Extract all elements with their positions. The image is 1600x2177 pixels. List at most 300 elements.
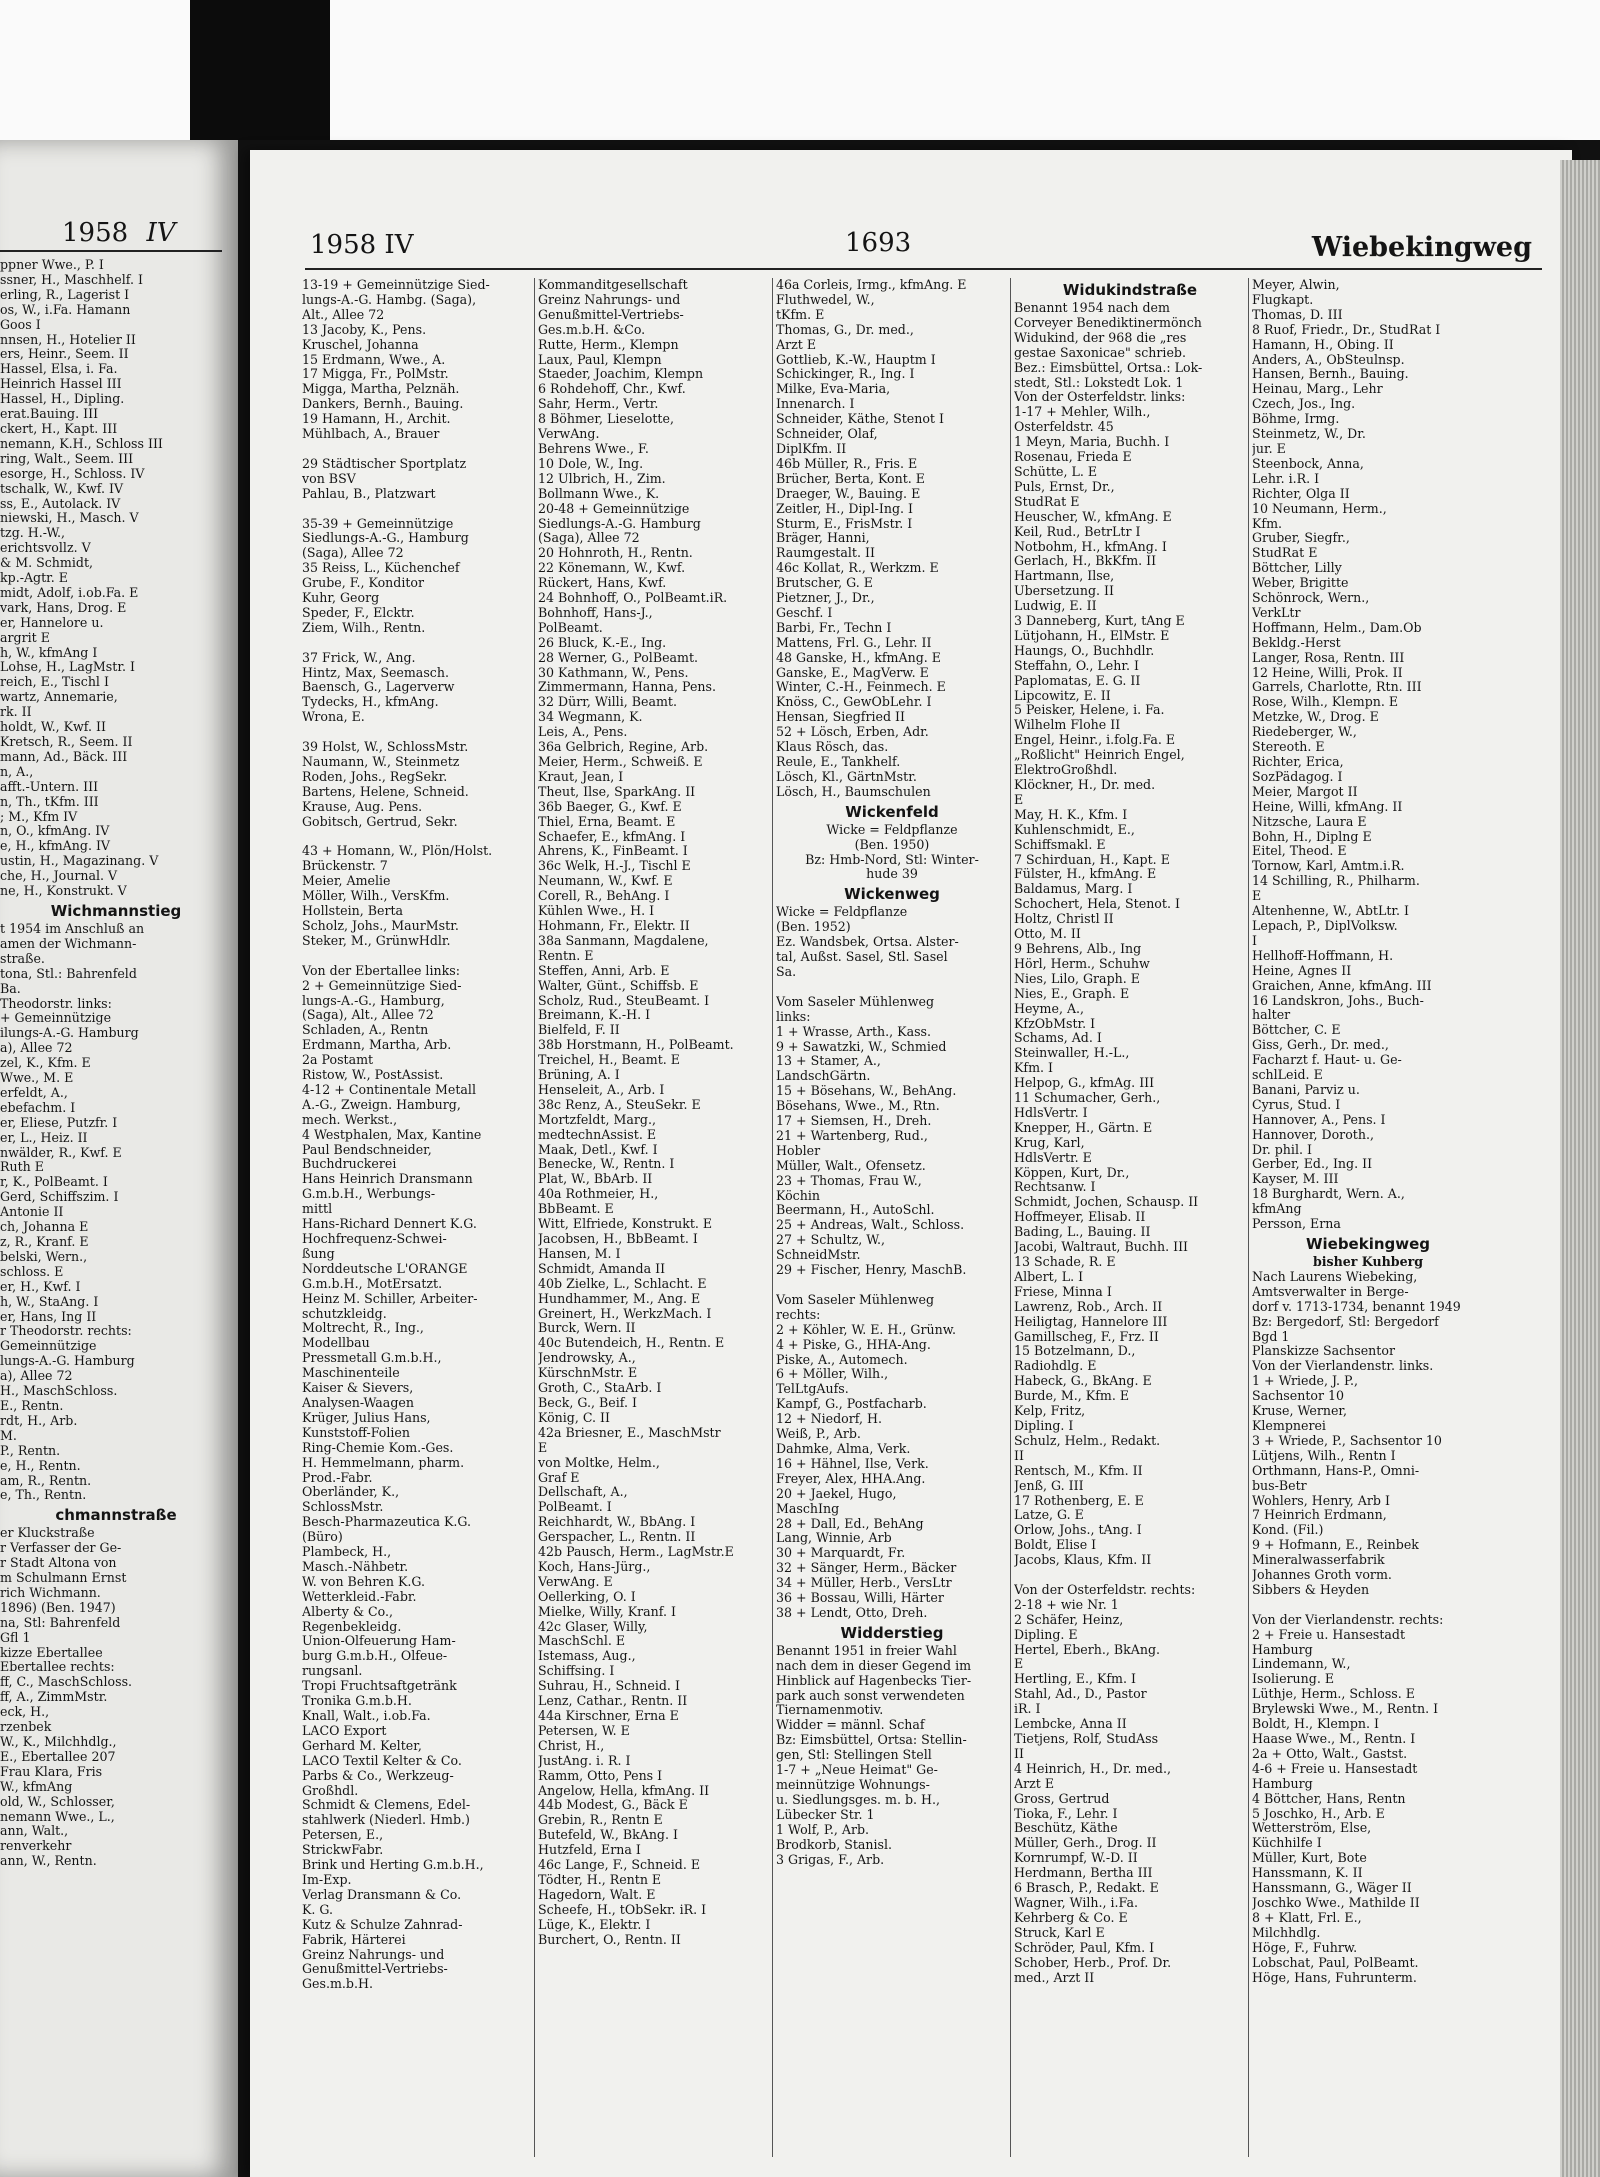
directory-line: Kampf, G., Postfacharb.	[776, 1397, 927, 1412]
directory-line: eck, H.,	[0, 1705, 50, 1720]
directory-line: Jendrowsky, A.,	[538, 1351, 636, 1366]
directory-line: Hamann, H., Obing. II	[1252, 337, 1394, 352]
directory-line: Hohmann, Fr., Elektr. II	[538, 918, 690, 933]
directory-line: 4 Böttcher, Hans, Rentn	[1252, 1791, 1406, 1806]
directory-line: ssner, H., Maschhelf. I	[0, 272, 143, 287]
directory-line: erichtsvollz. V	[0, 541, 91, 556]
directory-line: Hörl, Herm., Schuhw	[1014, 956, 1150, 971]
directory-line: mittl	[302, 1202, 333, 1217]
directory-line: 2 Schäfer, Heinz,	[1014, 1612, 1124, 1627]
directory-line: Behrens Wwe., F.	[538, 441, 649, 456]
directory-line: ch, Johanna E	[0, 1220, 89, 1235]
directory-line: G.m.b.H., MotErsatzt.	[302, 1276, 443, 1291]
directory-line: Wilhelm Flohe II	[1014, 718, 1121, 733]
directory-line	[302, 949, 532, 964]
directory-line: ers, Heinr., Seem. II	[0, 347, 129, 362]
directory-line: che, H., Journal. V	[0, 869, 118, 884]
directory-line: Eitel, Theod. E	[1252, 844, 1347, 859]
directory-line: gen, Stl: Stellingen Stell	[776, 1748, 932, 1763]
street-description-line: Bz: Hmb-Nord, Stl: Winter-	[805, 852, 979, 867]
directory-line: 44a Kirschner, Erna E	[538, 1709, 679, 1723]
directory-line: schloss. E	[0, 1264, 64, 1279]
directory-line: Ba.	[0, 981, 21, 996]
directory-line: Paplomatas, E. G. II	[1014, 673, 1141, 688]
directory-line: Heiligtag, Hannelore III	[1014, 1314, 1168, 1329]
directory-line: Stahl, Ad., D., Pastor	[1014, 1687, 1147, 1702]
directory-line: Schönrock, Wern.,	[1252, 591, 1370, 606]
directory-line: 6 Brasch, P., Redakt. E	[1014, 1881, 1159, 1896]
directory-line: Suhrau, H., Schneid. I	[538, 1679, 680, 1694]
directory-line: ElektroGroßhdl.	[1014, 763, 1118, 778]
directory-line: Hensan, Siegfried II	[776, 710, 905, 725]
directory-line: Neumann, W., Kwf. E	[538, 874, 673, 889]
directory-line: 3 + Wriede, P., Sachsentor 10	[1252, 1433, 1442, 1448]
directory-line: Greinz Nahrungs- und	[302, 1947, 445, 1962]
directory-line: StudRat E	[1014, 494, 1080, 509]
directory-line: Hamburg	[1252, 1776, 1313, 1791]
directory-line: Meier, Herm., Schweiß. E	[538, 755, 703, 769]
directory-line: Kunststoff-Folien	[302, 1425, 410, 1440]
directory-line: e, Th., Rentn.	[0, 1488, 87, 1503]
directory-line: Lembcke, Anna II	[1014, 1717, 1127, 1732]
directory-line: Burde, M., Kfm. E	[1014, 1389, 1130, 1404]
directory-line: Hertel, Eberh., BkAng.	[1014, 1642, 1161, 1657]
directory-line: lungs-A.-G., Hamburg,	[302, 993, 445, 1008]
directory-line: Widder = männl. Schaf	[776, 1718, 925, 1733]
directory-line: amen der Wichmann-	[0, 936, 137, 951]
directory-line: Masch.-Nähbetr.	[302, 1559, 409, 1574]
directory-line: Thomas, G., Dr. med.,	[776, 322, 914, 337]
directory-line: Heinau, Marg., Lehr	[1252, 382, 1383, 397]
directory-line: KfzObMstr. I	[1014, 1016, 1096, 1031]
directory-line: Brückenstr. 7	[302, 859, 388, 874]
directory-line: Dellschaft, A.,	[538, 1485, 628, 1500]
directory-line: 21 + Wartenberg, Rud.,	[776, 1128, 928, 1143]
directory-line: Schneider, Olaf,	[776, 427, 878, 442]
directory-line: E	[1014, 792, 1024, 807]
directory-line: Gerber, Ed., Ing. II	[1252, 1157, 1373, 1172]
directory-line: Köchin	[776, 1188, 820, 1203]
directory-line: Hannover, Doroth.,	[1252, 1127, 1374, 1142]
directory-line: Küchhilfe I	[1252, 1836, 1322, 1851]
directory-line: Gruber, Siegfr.,	[1252, 531, 1350, 546]
directory-line: medtechnAssist. E	[538, 1127, 657, 1142]
directory-line: Kfm. I	[1014, 1061, 1053, 1076]
directory-line: renverkehr	[0, 1839, 72, 1854]
directory-line: r Stadt Altona von	[0, 1556, 117, 1571]
directory-line: Hagedorn, Walt. E	[538, 1887, 656, 1902]
directory-line: Draeger, W., Bauing. E	[776, 486, 921, 501]
directory-line: Plat, W., BbArb. II	[538, 1172, 653, 1187]
directory-line: 24 Bohnhoff, O., PolBeamt.iR.	[538, 591, 728, 606]
directory-line: tzg. H.-W.,	[0, 526, 66, 541]
directory-line: Scholz, Rud., SteuBeamt. I	[538, 993, 710, 1008]
directory-line: Prod.-Fabr.	[302, 1470, 373, 1485]
left-header-year: 1958	[62, 218, 129, 248]
directory-line: Haungs, O., Buchhdlr.	[1014, 643, 1155, 658]
directory-line: 2-18 + wie Nr. 1	[1014, 1597, 1119, 1612]
directory-line: Kommanditgesellschaft	[538, 278, 688, 292]
directory-line: mann, Ad., Bäck. III	[0, 749, 128, 764]
directory-line: Benecke, W., Rentn. I	[538, 1157, 675, 1172]
directory-line: ebefachm. I	[0, 1100, 76, 1115]
directory-line: Steinmetz, W., Dr.	[1252, 427, 1366, 442]
directory-line: Boldt, H., Klempn. I	[1252, 1717, 1379, 1732]
directory-line: Kutz & Schulze Zahnrad-	[302, 1917, 463, 1932]
directory-line: Ez. Wandsbek, Ortsa. Alster-	[776, 935, 959, 950]
directory-line: Mattens, Frl. G., Lehr. II	[776, 635, 932, 650]
directory-line: Theodorstr. links:	[0, 996, 112, 1011]
directory-line: Müller, Walt., Ofensetz.	[776, 1158, 926, 1173]
directory-line: Giss, Gerh., Dr. med.,	[1252, 1038, 1389, 1053]
directory-line: Gfl 1	[0, 1630, 31, 1645]
directory-line: 29 Städtischer Sportplatz	[302, 456, 467, 471]
directory-line: u. Siedlungsges. m. b. H.,	[776, 1792, 941, 1807]
directory-line: Gerlach, H., BkKfm. II	[1014, 554, 1157, 569]
directory-line: n, A.,	[0, 764, 34, 779]
directory-line: SchneidMstr.	[776, 1248, 861, 1263]
directory-line: dorf v. 1713-1734, benannt 1949	[1252, 1299, 1461, 1314]
street-description-line: hude 39	[866, 867, 918, 882]
directory-line: BbBeamt. E	[538, 1202, 614, 1217]
directory-line: meinnützige Wohnungs-	[776, 1778, 930, 1792]
directory-line: lungs-A.-G. Hamburg	[0, 1354, 135, 1369]
directory-line: Witt, Elfriede, Konstrukt. E	[538, 1217, 713, 1232]
directory-line: midt, Adolf, i.ob.Fa. E	[0, 585, 139, 600]
directory-line: rechts:	[776, 1307, 821, 1322]
directory-line: Hamburg	[1252, 1642, 1313, 1657]
directory-line: Groth, C., StaArb. I	[538, 1381, 662, 1396]
directory-line: Besch-Pharmazeutica K.G.	[302, 1515, 472, 1530]
directory-line: Struck, Karl E	[1014, 1925, 1105, 1940]
directory-line: vark, Hans, Drog. E	[0, 600, 127, 615]
directory-line	[302, 636, 532, 651]
directory-line: 36b Baeger, G., Kwf. E	[538, 799, 682, 814]
directory-line: Kuhlenschmidt, E.,	[1014, 822, 1135, 837]
directory-line: Brüning, A. I	[538, 1068, 620, 1083]
directory-line: jur. E	[1252, 441, 1286, 456]
directory-line: Ruth E	[0, 1160, 44, 1175]
directory-line: lungs-A.-G. Hambg. (Saga),	[302, 292, 477, 307]
directory-line: StudRat E	[1252, 546, 1318, 561]
directory-line: 8 Böhmer, Lieselotte,	[538, 412, 674, 427]
directory-line: 40a Rothmeier, H.,	[538, 1187, 659, 1202]
directory-line: er, L., Heiz. II	[0, 1130, 88, 1145]
directory-line	[302, 442, 532, 457]
directory-line: VerwAng. E	[538, 1574, 613, 1589]
directory-line: Frau Klara, Fris	[0, 1764, 103, 1779]
directory-line: Theut, Ilse, SparkAng. II	[538, 784, 696, 799]
directory-line: 20 Hohnroth, H., Rentn.	[538, 546, 693, 561]
directory-line: Lohse, H., LagMstr. I	[0, 660, 135, 675]
directory-line: ; M., Kfm IV	[0, 809, 78, 824]
directory-line: Von der Vierlandenstr. links.	[1252, 1359, 1434, 1374]
directory-line: a), Allee 72	[0, 1041, 73, 1056]
directory-line: Wetterkleid.-Fabr.	[302, 1589, 417, 1604]
directory-line: Wrona, E.	[302, 710, 365, 725]
directory-line: Lepach, P., DiplVolksw.	[1252, 918, 1398, 933]
directory-line: Johannes Groth vorm.	[1252, 1568, 1392, 1583]
directory-line: Hochfrequenz-Schwei-	[302, 1232, 447, 1246]
directory-line: Brink und Herting G.m.b.H.,	[302, 1858, 484, 1873]
directory-line: Im-Exp.	[302, 1872, 352, 1887]
directory-line: e, H., Rentn.	[0, 1458, 81, 1473]
directory-line: 4-6 + Freie u. Hansestadt	[1252, 1761, 1418, 1776]
directory-line: 4 Heinrich, H., Dr. med.,	[1014, 1761, 1172, 1776]
directory-line: Bez.: Eimsbüttel, Ortsa.: Lok-	[1014, 360, 1203, 375]
directory-line: Bartens, Helene, Schneid.	[302, 784, 469, 799]
page-edges	[1560, 160, 1600, 2177]
directory-line: Roden, Johs., RegSekr.	[302, 769, 448, 784]
directory-line: 26 Bluck, K.-E., Ing.	[538, 635, 667, 650]
directory-line: Radiohdlg. E	[1014, 1359, 1097, 1374]
directory-line: 13-19 + Gemeinnützige Sied-	[302, 278, 490, 292]
directory-line: 7 Schirduan, H., Kapt. E	[1014, 852, 1170, 867]
directory-line: Reichhardt, W., BbAng. I	[538, 1515, 696, 1530]
directory-line: P., Rentn.	[0, 1443, 61, 1458]
directory-line: 15 Erdmann, Wwe., A.	[302, 352, 446, 367]
directory-line: iR. I	[1014, 1702, 1041, 1717]
directory-line: II	[1014, 1448, 1024, 1463]
directory-line: 2a + Otto, Walt., Gastst.	[1252, 1746, 1408, 1761]
directory-line: 30 + Marquardt, Fr.	[776, 1546, 906, 1561]
directory-line: Hundhammer, M., Ang. E	[538, 1291, 701, 1306]
directory-line: 29 + Fischer, Henry, MaschB.	[776, 1263, 967, 1278]
directory-line: Ludwig, E. II	[1014, 599, 1097, 614]
directory-line: Bielfeld, F. II	[538, 1023, 620, 1038]
directory-line: (Büro)	[302, 1530, 343, 1545]
directory-line: Meier, Margot II	[1252, 784, 1358, 799]
directory-line: 34 Wegmann, K.	[538, 710, 643, 725]
directory-line: Hinblick auf Hagenbecks Tier-	[776, 1673, 972, 1688]
directory-line: 30 Kathmann, W., Pens.	[538, 665, 689, 680]
directory-line: Vom Saseler Mühlenweg	[776, 994, 935, 1009]
directory-line: Arzt E	[1014, 1776, 1055, 1791]
directory-line: Klempnerei	[1252, 1418, 1326, 1433]
directory-line: schlLeid. E	[1252, 1068, 1323, 1083]
directory-line: Wetterström, Else,	[1252, 1821, 1372, 1836]
directory-line: Rentn. E	[538, 948, 594, 963]
directory-line: wartz, Annemarie,	[0, 690, 118, 705]
directory-line: nwälder, R., Kwf. E	[0, 1145, 122, 1160]
directory-line: Gamillscheg, F., Frz. II	[1014, 1329, 1159, 1344]
directory-line: tKfm. E	[776, 307, 825, 322]
directory-line: Kruse, Werner,	[1252, 1404, 1348, 1419]
directory-line: Flugkapt.	[1252, 292, 1314, 307]
directory-line: Maak, Detl., Kwf. I	[538, 1142, 658, 1157]
directory-line: Dipling. I	[1014, 1418, 1074, 1433]
directory-line: Geschf. I	[776, 605, 833, 620]
directory-line: Steffahn, O., Lehr. I	[1014, 658, 1139, 673]
directory-line: 4-12 + Continentale Metall	[302, 1082, 476, 1097]
directory-line	[776, 1278, 1008, 1293]
column-3	[776, 278, 1008, 2157]
directory-line: Beermann, H., AutoSchl.	[776, 1203, 935, 1218]
directory-line: r Verfasser der Ge-	[0, 1541, 122, 1556]
directory-line: Facharzt f. Haut- u. Ge-	[1252, 1053, 1402, 1068]
directory-line: DiplKfm. II	[776, 441, 847, 456]
directory-line: Habeck, G., BkAng. E	[1014, 1374, 1152, 1389]
directory-line: 42c Glaser, Willy,	[538, 1619, 648, 1634]
directory-line: Pressmetall G.m.b.H.,	[302, 1351, 442, 1366]
directory-line: burg G.m.b.H., Ölfeue-	[302, 1649, 448, 1664]
left-page-header	[62, 218, 175, 248]
directory-line: 12 Ulbrich, H., Zim.	[538, 471, 666, 486]
street-title-wichmannstrasse: chmannstraße	[55, 1506, 177, 1525]
directory-line: PolBeamt. I	[538, 1500, 612, 1515]
directory-line: Bz: Bergedorf, Stl: Bergedorf	[1252, 1314, 1439, 1329]
directory-line: esorge, H., Schloss. IV	[0, 466, 145, 481]
column-divider	[534, 278, 535, 2157]
directory-line: Walter, Günt., Schiffsb. E	[538, 978, 699, 993]
directory-line: straße.	[0, 951, 45, 966]
directory-line: Latze, G. E	[1014, 1508, 1084, 1523]
directory-line: er, H., Kwf. I	[0, 1279, 81, 1294]
directory-line: Lüge, K., Elektr. I	[538, 1917, 651, 1932]
directory-line: Brodkorb, Stanisl.	[776, 1837, 893, 1852]
directory-line: Kaiser & Sievers,	[302, 1381, 414, 1396]
directory-line: Bollmann Wwe., K.	[538, 486, 660, 501]
directory-line: Knepper, H., Gärtn. E	[1014, 1120, 1153, 1135]
directory-line: Helpop, G., kfmAg. III	[1014, 1076, 1155, 1091]
directory-line: Innenarch. I	[776, 397, 855, 412]
street-title-widderstieg: Widderstieg	[840, 1623, 944, 1642]
directory-line: kizze Ebertallee	[0, 1645, 103, 1660]
directory-line: 17 Migga, Fr., PolMstr.	[302, 367, 449, 382]
left-page	[0, 140, 238, 2177]
directory-line: 42b Pausch, Herm., LagMstr.E	[538, 1545, 734, 1560]
directory-line: Joschko Wwe., Mathilde II	[1252, 1895, 1420, 1910]
directory-line: Ring-Chemie Kom.-Ges.	[302, 1440, 454, 1455]
directory-line: Thomas, D. III	[1252, 307, 1343, 322]
directory-line: Naumann, W., Steinmetz	[302, 755, 460, 769]
directory-line	[302, 502, 532, 517]
directory-line: E., Ebertallee 207	[0, 1749, 116, 1764]
directory-line: 18 Burghardt, Wern. A.,	[1252, 1187, 1405, 1202]
directory-line: 38c Renz, A., SteuSekr. E	[538, 1097, 701, 1112]
directory-line: Hobler	[776, 1143, 821, 1158]
directory-line: Vom Saseler Mühlenweg	[776, 1292, 935, 1307]
directory-line: 40c Butendeich, H., Rentn. E	[538, 1336, 725, 1351]
directory-line: Krüger, Julius Hans,	[302, 1410, 431, 1425]
directory-line: Goos I	[0, 317, 41, 332]
directory-line: Schulz, Helm., Redakt.	[1014, 1433, 1161, 1448]
directory-line: Bekldg.-Herst	[1252, 635, 1341, 650]
directory-line: Graichen, Anne, kfmAng. III	[1252, 978, 1432, 993]
directory-line: Maschinenteile	[302, 1366, 400, 1381]
directory-line: Jacobi, Waltraut, Buchh. III	[1014, 1240, 1189, 1255]
directory-line: os, W., i.Fa. Hamann	[0, 302, 131, 317]
directory-line: Pietzner, J., Dr.,	[776, 591, 875, 606]
column-4	[1014, 278, 1246, 2157]
directory-line: Klöckner, H., Dr. med.	[1014, 778, 1156, 792]
directory-line: Ges.m.b.H. &Co.	[538, 322, 646, 337]
directory-line: ann, Walt.,	[0, 1824, 69, 1839]
directory-line: Czech, Jos., Ing.	[1252, 397, 1356, 412]
directory-line: H. Hemmelmann, pharm.	[302, 1455, 465, 1470]
directory-line: Schröder, Paul, Kfm. I	[1014, 1940, 1155, 1955]
directory-line: Müller, Kurt, Bote	[1252, 1851, 1367, 1866]
directory-line: Bgd 1	[1252, 1329, 1290, 1344]
directory-line: Nies, Lilo, Graph. E	[1014, 971, 1140, 986]
directory-line: Lütjohann, H., ElMstr. E	[1014, 628, 1170, 643]
directory-line: Henseleit, A., Arb. I	[538, 1082, 665, 1097]
directory-line: 13 + Stamer, A.,	[776, 1054, 881, 1069]
directory-line: tal, Außst. Sasel, Stl. Sasel	[776, 950, 948, 965]
header-rule	[305, 268, 1542, 270]
directory-line: Weber, Brigitte	[1252, 576, 1349, 591]
directory-line: rk. II	[0, 705, 32, 720]
directory-line: 46c Lange, F., Schneid. E	[538, 1858, 701, 1873]
directory-line: e, H., kfmAng. IV	[0, 839, 111, 854]
directory-line: Von der Osterfeldstr. links:	[1014, 390, 1186, 405]
directory-line: LACO Textil Kelter & Co.	[302, 1753, 462, 1768]
directory-line: Fluthwedel, W.,	[776, 292, 875, 307]
directory-line: 35 Reiss, L., Küchenchef	[302, 561, 460, 576]
directory-line: Böhme, Irmg.	[1252, 412, 1340, 427]
directory-line: (Saga), Allee 72	[302, 546, 404, 561]
directory-line: Thiel, Erna, Beamt. E	[538, 814, 676, 829]
directory-line: er, Eliese, Putzfr. I	[0, 1115, 118, 1130]
right-header-left: 1958 IV	[310, 230, 414, 260]
directory-line: Mielke, Willy, Kranf. I	[538, 1604, 676, 1619]
directory-line: 9 Behrens, Alb., Ing	[1014, 941, 1142, 956]
directory-line: Benannt 1951 in freier Wahl	[776, 1643, 957, 1658]
directory-line: Steenbock, Anna,	[1252, 456, 1364, 471]
directory-line: 25 + Andreas, Walt., Schloss.	[776, 1218, 965, 1233]
directory-line: Schickinger, R., Ing. I	[776, 367, 915, 382]
directory-line: von BSV	[302, 471, 356, 486]
directory-line: Schiffsing. I	[538, 1664, 615, 1679]
directory-line: Burchert, O., Rentn. II	[538, 1932, 681, 1947]
directory-line: 20-48 + Gemeinnützige	[538, 501, 690, 516]
directory-line: Grube, F., Konditor	[302, 576, 425, 591]
directory-line: 37 Frick, W., Ang.	[302, 650, 416, 665]
directory-line: Christ, H.,	[538, 1738, 605, 1753]
directory-line: kp.-Agtr. E	[0, 571, 69, 586]
directory-line	[302, 725, 532, 740]
directory-line: K. G.	[302, 1902, 334, 1917]
directory-line: ne, H., Konstrukt. V	[0, 884, 127, 899]
directory-line: ff, C., MaschSchloss.	[0, 1675, 133, 1690]
directory-line: (Saga), Alt., Allee 72	[302, 1008, 434, 1023]
directory-line: Wwe., M. E	[0, 1071, 74, 1086]
directory-line: StrickwFabr.	[302, 1843, 384, 1858]
directory-line: Lenz, Cathar., Rentn. II	[538, 1694, 688, 1709]
directory-line: Ges.m.b.H.	[302, 1977, 373, 1992]
directory-line: schutzkleidg.	[302, 1306, 387, 1321]
directory-line: 38b Horstmann, H., PolBeamt.	[538, 1038, 734, 1053]
directory-line: Herdmann, Bertha III	[1014, 1866, 1153, 1881]
directory-line: Holtz, Christl II	[1014, 912, 1114, 927]
directory-line: Steffen, Anni, Arb. E	[538, 963, 670, 978]
directory-line: Ebertallee rechts:	[0, 1660, 115, 1675]
directory-line: med., Arzt II	[1014, 1970, 1095, 1985]
directory-line: Kond. (Fil.)	[1252, 1523, 1324, 1538]
directory-line: W. von Behren K.G.	[302, 1574, 425, 1589]
directory-line: Lindemann, W.,	[1252, 1657, 1351, 1672]
directory-line: 32 + Sänger, Herm., Bäcker	[776, 1561, 957, 1576]
directory-line: 16 Landskron, Johs., Buch-	[1252, 993, 1424, 1008]
column-2	[538, 278, 770, 2157]
directory-line: 36 + Bossau, Willi, Härter	[776, 1591, 944, 1606]
directory-line: erfeldt, A.,	[0, 1085, 68, 1100]
directory-line: Gottlieb, K.-W., Hauptm I	[776, 352, 936, 367]
directory-line: argrit E	[0, 630, 50, 645]
directory-line: 28 + Dall, Ed., BehAng	[776, 1516, 924, 1531]
directory-line: 52 + Lösch, Erben, Adr.	[776, 725, 929, 740]
directory-line: Böttcher, Lilly	[1252, 561, 1342, 576]
